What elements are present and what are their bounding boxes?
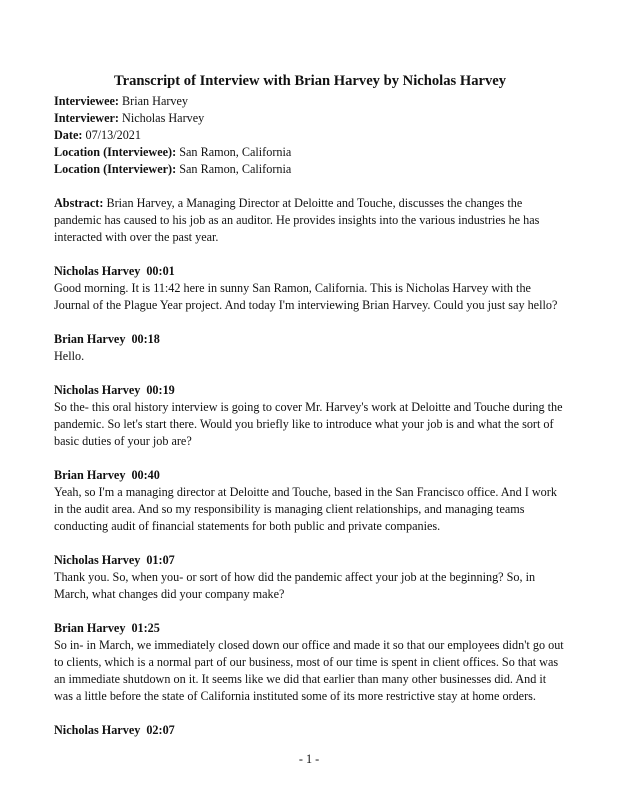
timestamp: 02:07 — [146, 723, 175, 737]
timestamp: 00:01 — [146, 264, 175, 278]
meta-value: San Ramon, California — [179, 145, 292, 159]
speaker-line — [54, 382, 566, 399]
abstract-text: Brian Harvey, a Managing Director at Deloitte and Touche, discusses the changes the pandemic has caused to his job as an auditor. He provides insights into the various industries he has interacted with over the past year. — [54, 196, 540, 244]
timestamp: 00:18 — [131, 332, 160, 346]
meta-value: 07/13/2021 — [85, 128, 141, 142]
transcript-entry — [54, 331, 566, 365]
speaker-line — [54, 263, 566, 280]
speaker-name: Brian Harvey — [54, 468, 126, 482]
transcript-entry — [54, 552, 566, 603]
metadata-block — [54, 93, 566, 178]
speaker-name: Nicholas Harvey — [54, 264, 141, 278]
meta-label: Interviewee: — [54, 94, 119, 108]
meta-interviewer — [54, 110, 566, 127]
timestamp: 00:40 — [131, 468, 160, 482]
meta-value: San Ramon, California — [179, 162, 292, 176]
abstract-label: Abstract: — [54, 196, 104, 210]
meta-location-interviewee — [54, 144, 566, 161]
transcript-entry — [54, 722, 566, 739]
timestamp: 00:19 — [146, 383, 175, 397]
meta-label: Interviewer: — [54, 111, 119, 125]
meta-label: Date: — [54, 128, 83, 142]
abstract — [54, 195, 566, 246]
page-number: - 1 - — [298, 752, 320, 766]
meta-value: Brian Harvey — [122, 94, 189, 108]
speaker-name: Nicholas Harvey — [54, 553, 141, 567]
speaker-name: Brian Harvey — [54, 621, 126, 635]
timestamp: 01:07 — [146, 553, 175, 567]
document-title: Transcript of Interview with Brian Harvey by Nicholas Harvey — [113, 73, 507, 89]
speaker-line — [54, 552, 566, 569]
entry-text: Yeah, so I'm a managing director at Deloitte and Touche, based in the San Francisco office. And I work in the audit area. And so my responsibility is managing client relationships, and managing teams conducting audit of financial statements for both public and private companies. — [54, 485, 557, 533]
meta-label: Location (Interviewer): — [54, 162, 177, 176]
speaker-line — [54, 467, 566, 484]
speaker-line — [54, 331, 566, 348]
entry-text: Good morning. It is 11:42 here in sunny San Ramon, California. This is Nicholas Harvey with the Journal of the Plague Year project. And today I'm interviewing Brian Harvey. Could you just say hello? — [54, 281, 558, 312]
speaker-line — [54, 722, 566, 739]
entry-text: Hello. — [54, 349, 85, 363]
speaker-line — [54, 620, 566, 637]
meta-value: Nicholas Harvey — [122, 111, 205, 125]
meta-location-interviewer — [54, 161, 566, 178]
timestamp: 01:25 — [131, 621, 160, 635]
meta-date — [54, 127, 566, 144]
meta-interviewee — [54, 93, 566, 110]
entry-text: So in- in March, we immediately closed down our office and made it so that our employees didn't go out to clients, which is a normal part of our business, most of our time is spent in client offices. So that was an immediate shutdown on it. It seems like we did that earlier than many other businesses did. And it was a little before the state of California instituted some of its more restrictive stay at home orders. — [54, 638, 564, 703]
speaker-name: Brian Harvey — [54, 332, 126, 346]
meta-label: Location (Interviewee): — [54, 145, 177, 159]
speaker-name: Nicholas Harvey — [54, 383, 141, 397]
transcript-entry — [54, 620, 566, 705]
transcript-entry — [54, 467, 566, 535]
entry-text: So the- this oral history interview is going to cover Mr. Harvey's work at Deloitte and Touche during the pandemic. So let's start there. Would you briefly like to introduce what your job is and what the sort of basic duties of your job are? — [54, 400, 563, 448]
speaker-name: Nicholas Harvey — [54, 723, 141, 737]
entry-text: Thank you. So, when you- or sort of how did the pandemic affect your job at the beginning? So, in March, what changes did your company make? — [54, 570, 536, 601]
transcript-entry — [54, 263, 566, 314]
transcript-content — [54, 72, 566, 739]
transcript-entry — [54, 382, 566, 450]
